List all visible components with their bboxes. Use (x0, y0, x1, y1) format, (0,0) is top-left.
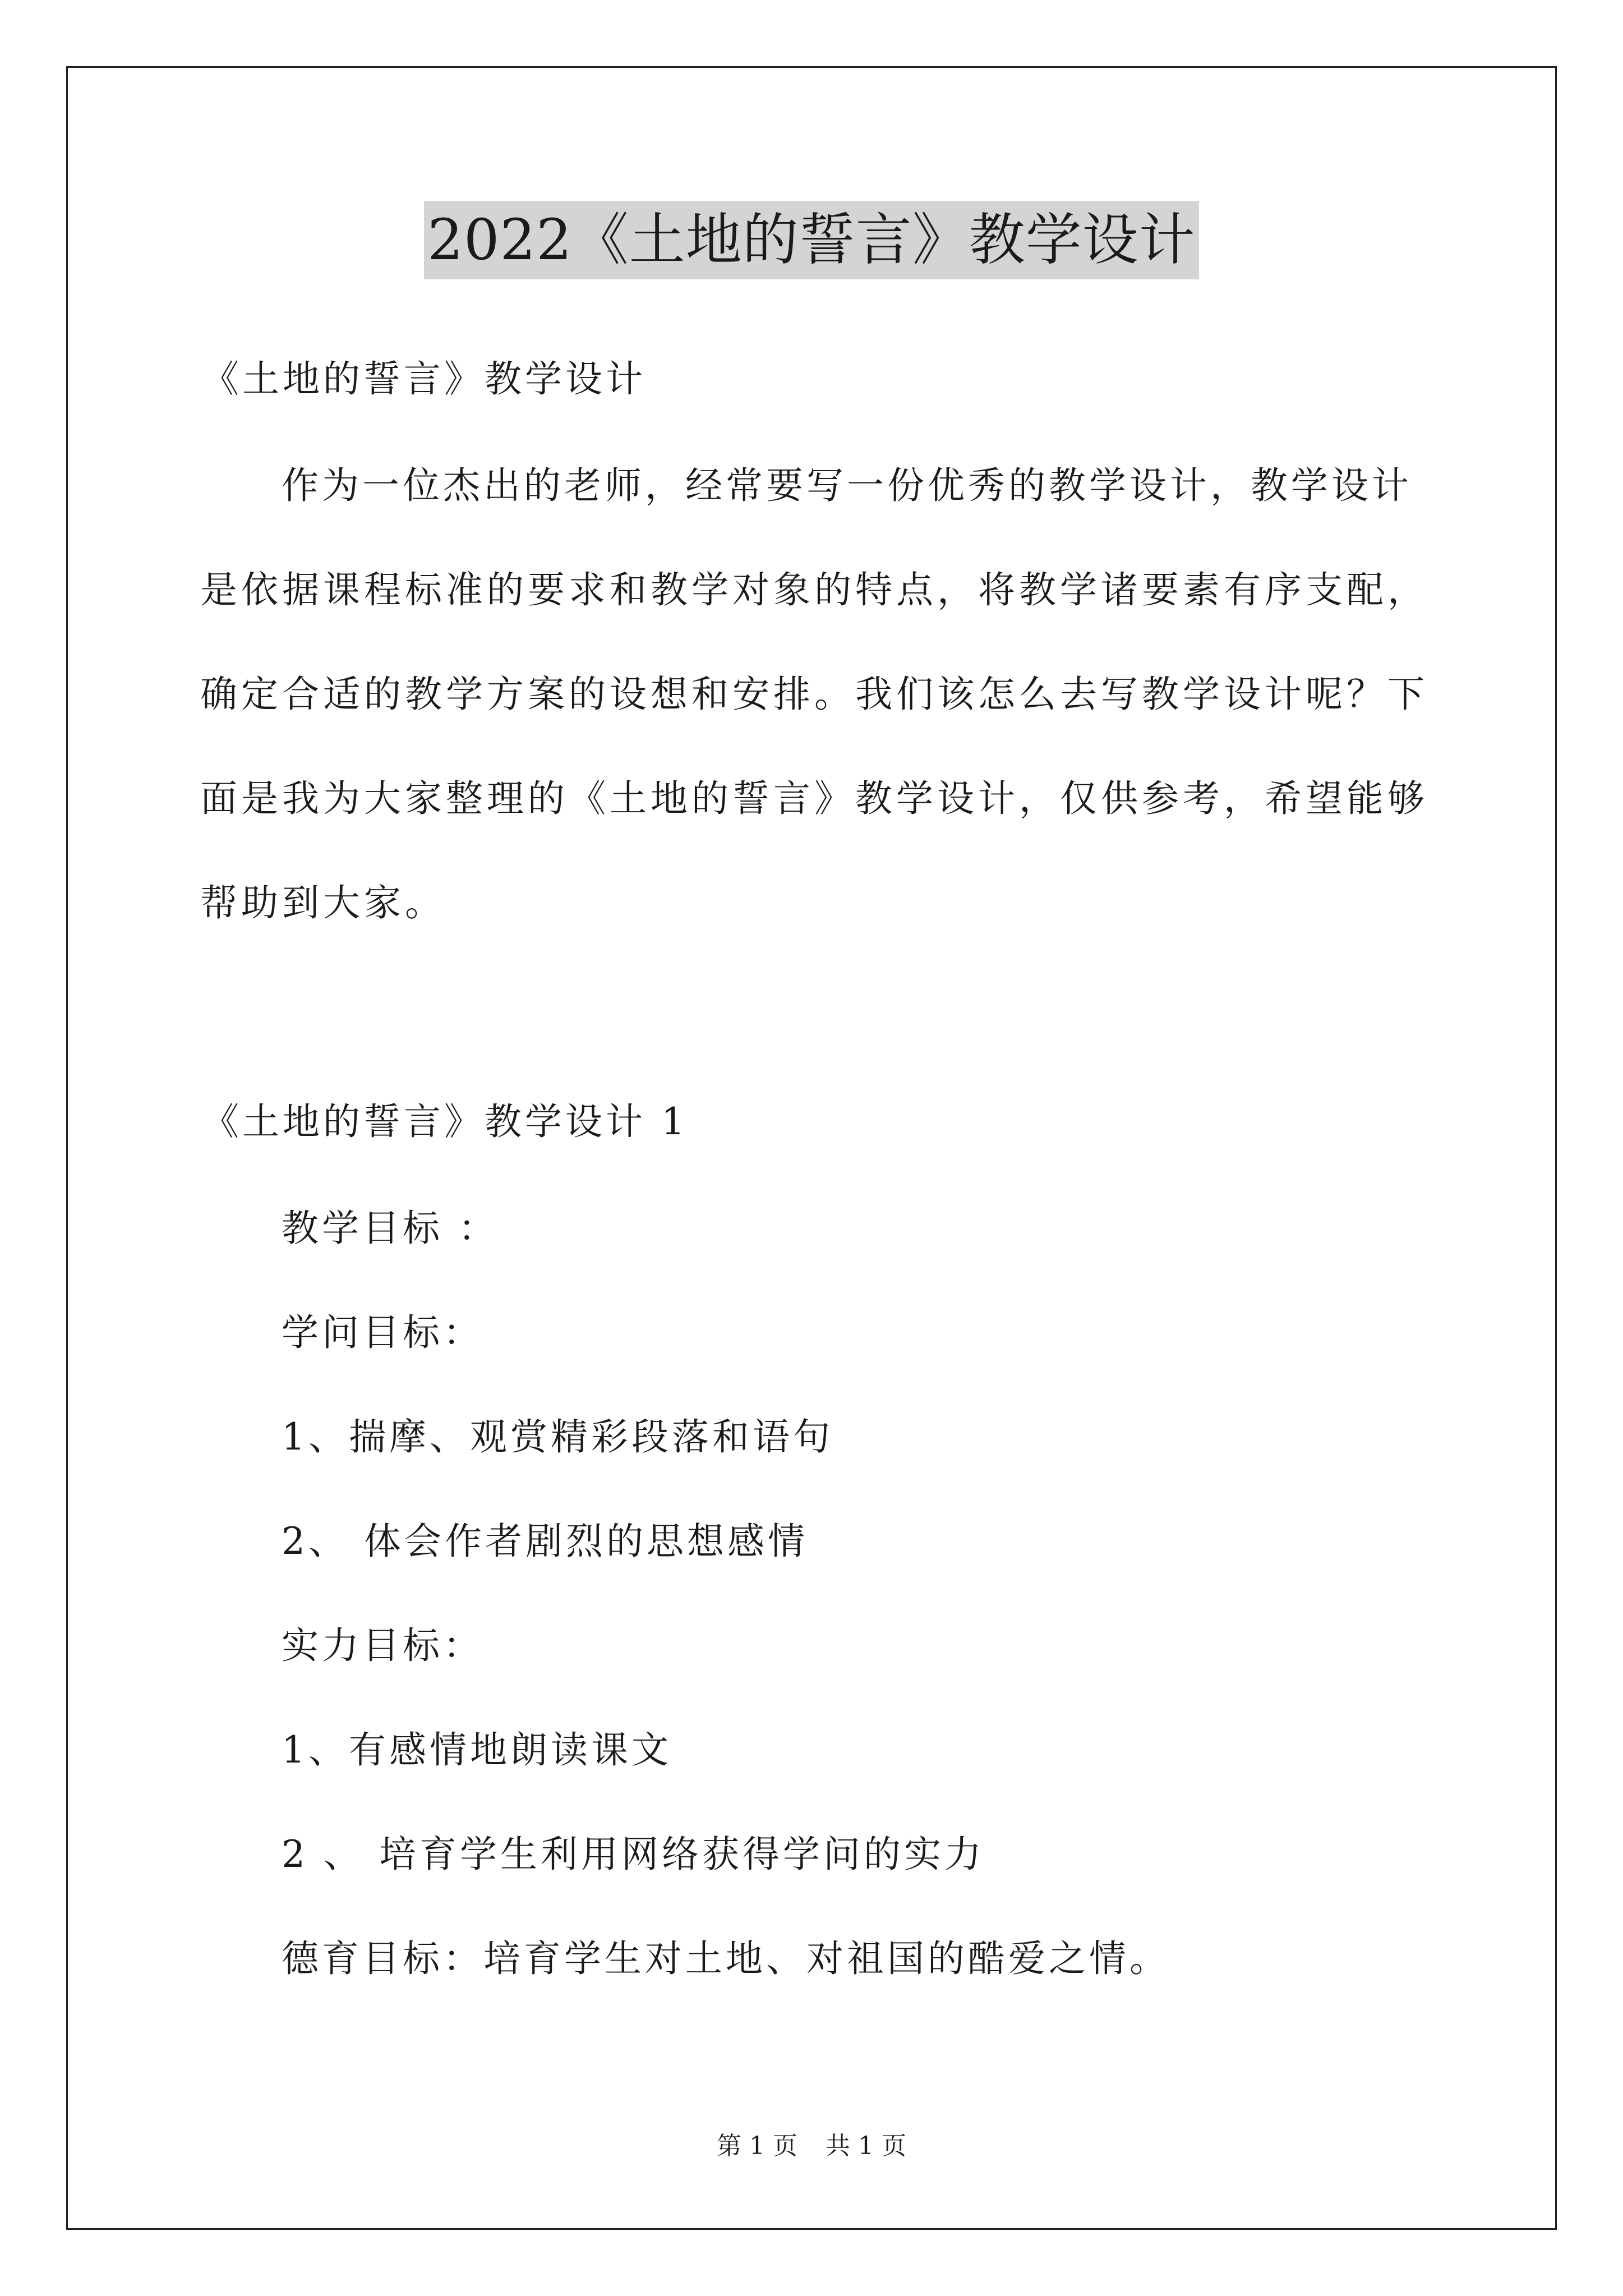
page-number-current: 第 1 页 (717, 2132, 797, 2160)
intro-line-1: 作为一位杰出的老师，经常要写一份优秀的教学设计，教学设计 (282, 464, 1412, 507)
intro-line-4: 面是我为大家整理的《土地的誓言》教学设计，仅供参考，希望能够 (200, 777, 1428, 820)
section-heading: 《土地的誓言》教学设计 1 (202, 1100, 688, 1143)
title-wrap (0, 201, 1623, 279)
item-ability-goals: 实力目标： (282, 1624, 483, 1667)
page-footer (0, 2129, 1623, 2163)
page-number-total: 共 1 页 (826, 2132, 906, 2160)
item-knowledge-goals: 学问目标： (282, 1311, 483, 1354)
item-ability-1: 1、有感情地朗读课文 (282, 1728, 672, 1772)
document-subtitle: 《土地的誓言》教学设计 (202, 357, 646, 401)
item-moral-goals: 德育目标：培育学生对土地、对祖国的酷爱之情。 (282, 1937, 1170, 1980)
item-knowledge-1: 1、揣摩、观赏精彩段落和语句 (282, 1415, 833, 1458)
intro-line-3: 确定合适的教学方案的设想和安排。我们该怎么去写教学设计呢？下 (200, 673, 1428, 716)
item-teaching-goals: 教学目标 ： (282, 1207, 499, 1250)
item-knowledge-2: 2、 体会作者剧烈的思想感情 (282, 1520, 808, 1563)
document-title: 2022《土地的誓言》教学设计 (424, 201, 1199, 279)
intro-line-2: 是依据课程标准的要求和教学对象的特点，将教学诸要素有序支配， (200, 568, 1428, 611)
item-ability-2: 2 、 培育学生利用网络获得学问的实力 (282, 1833, 985, 1876)
intro-line-5: 帮助到大家。 (200, 881, 446, 924)
